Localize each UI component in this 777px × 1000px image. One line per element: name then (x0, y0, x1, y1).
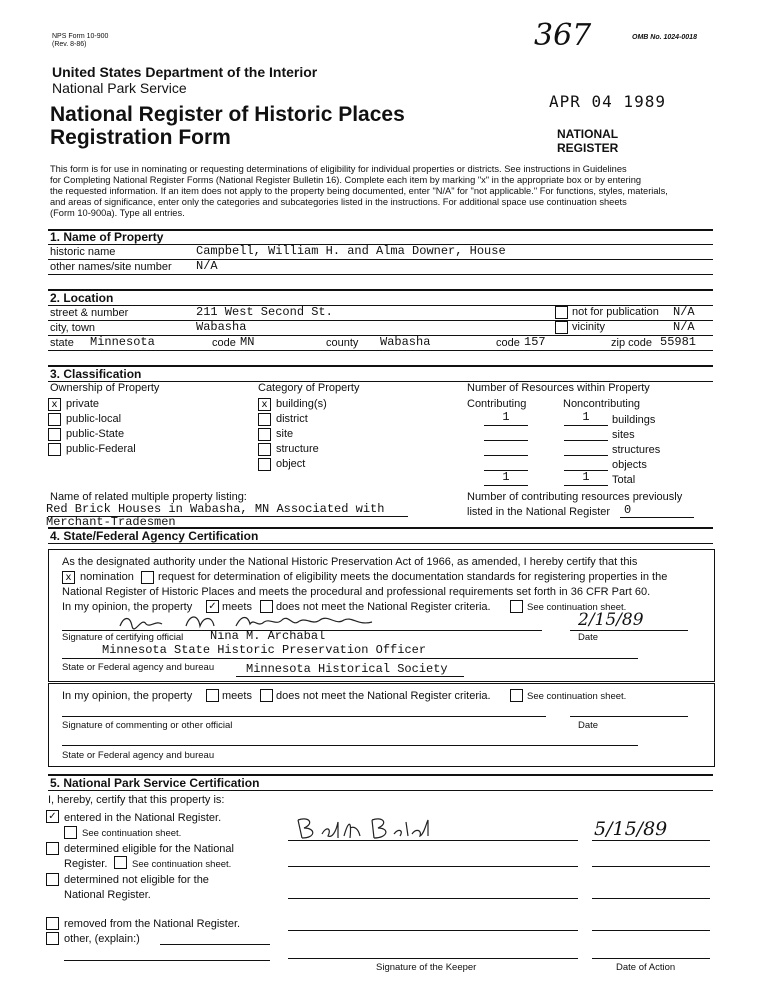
related-listing-value-line1[interactable]: Red Brick Houses in Wabasha, MN Associated with (46, 502, 385, 516)
received-stamp-date: APR 04 1989 (549, 92, 666, 111)
received-stamp-line1: NATIONAL (557, 127, 619, 141)
ownership-public-state-label: public-State (66, 428, 125, 440)
state-code-label: code (212, 337, 236, 349)
meets-label: meets (222, 601, 252, 613)
date-of-action-label: Date of Action (616, 962, 676, 973)
entered-label: entered in the National Register. (64, 812, 222, 824)
keeper-date: 5/15/89 (594, 818, 668, 840)
contributing-total[interactable]: 1 (502, 470, 510, 484)
department-name: United States Department of the Interior (52, 64, 318, 80)
contributing-buildings[interactable]: 1 (502, 410, 510, 424)
zip-label: zip code (611, 337, 652, 349)
zip-value[interactable]: 55981 (660, 335, 697, 349)
date2-label: Date (578, 720, 599, 731)
agency2-label: State or Federal agency and bureau (62, 750, 215, 761)
see-continuation2-checkbox[interactable] (510, 689, 523, 702)
category-district-checkbox[interactable] (258, 413, 271, 426)
street-label: street & number (50, 307, 129, 319)
certification-date: 2/15/89 (578, 610, 644, 630)
form-number: NPS Form 10-900 (52, 33, 109, 40)
row-label-structures: structures (612, 444, 661, 456)
county-code-value[interactable]: 157 (524, 335, 546, 349)
not-for-publication-label: not for publication (572, 306, 659, 318)
county-label: county (326, 337, 359, 349)
nomination-label: nomination (80, 571, 134, 583)
historic-name-label: historic name (50, 246, 116, 258)
form-revision: (Rev. 8-86) (52, 41, 87, 48)
previously-listed-value[interactable]: 0 (624, 503, 632, 517)
not-for-publication-checkbox[interactable] (555, 306, 568, 319)
nps-certify-intro: I, hereby, certify that this property is: (48, 794, 225, 806)
ownership-public-federal-checkbox[interactable] (48, 443, 61, 456)
removed-label: removed from the National Register. (64, 918, 241, 930)
eligible-see-continuation-label: See continuation sheet. (132, 859, 232, 870)
ownership-public-federal-label: public-Federal (66, 443, 136, 455)
vicinity-label: vicinity (572, 321, 606, 333)
other-label: other, (explain:) (64, 933, 140, 945)
official-title: Minnesota State Historic Preservation Officer (102, 643, 427, 657)
category-heading: Category of Property (258, 382, 360, 394)
previously-listed-label-line2: listed in the National Register (467, 506, 611, 518)
row-label-sites: sites (612, 429, 635, 441)
certification-text-line1: As the designated authority under the National Historic Preservation Act of 1966, as amended, I hereby certify that this (62, 556, 638, 568)
related-listing-value-line2[interactable]: Merchant-Tradesmen (46, 515, 176, 527)
street-value[interactable]: 211 West Second St. (196, 305, 333, 319)
request-determination-checkbox[interactable] (141, 571, 154, 584)
state-label: state (50, 337, 74, 349)
section-5-heading: 5. National Park Service Certification (50, 776, 260, 790)
see-continuation-label: See continuation sheet. (527, 602, 627, 613)
county-code-label: code (496, 337, 520, 349)
signature-label: Signature of certifying official (62, 632, 184, 643)
contributing-heading: Contributing (467, 398, 527, 410)
certification-text-line3: National Register of Historic Places and meets the procedural and professional requirements set forth in 36 CFR Part 60. (62, 586, 651, 598)
not-for-publication-value[interactable]: N/A (673, 305, 695, 319)
see-continuation-checkbox[interactable] (510, 600, 523, 613)
section-3-heading: 3. Classification (50, 367, 142, 381)
county-value[interactable]: Wabasha (380, 335, 431, 349)
not-eligible-label-line2: National Register. (64, 889, 151, 901)
city-value[interactable]: Wabasha (196, 320, 247, 334)
row-label-total: Total (612, 474, 636, 486)
certification-text-line2: request for determination of eligibility meets the documentation standards for registering properties in the (158, 571, 668, 583)
nomination-checkbox[interactable]: x (62, 571, 75, 584)
state-code-value[interactable]: MN (240, 335, 255, 349)
does-not-meet2-checkbox[interactable] (260, 689, 273, 702)
instructions-line: and areas of significance, enter only the categories and subcategories listed in the instructions. For additional space use continuation sheets (50, 197, 627, 207)
section-2-heading: 2. Location (50, 291, 114, 305)
opinion2-prefix: In my opinion, the property (62, 690, 193, 702)
section-4-heading: 4. State/Federal Agency Certification (50, 529, 259, 543)
row-label-buildings: buildings (612, 414, 656, 426)
removed-checkbox[interactable] (46, 917, 59, 930)
instructions-line: the requested information. If an item does not apply to the property being documented, enter "N/A" for "not applicable." For functions, styles, materials, (50, 186, 668, 196)
noncontributing-heading: Noncontributing (563, 398, 641, 410)
agency-label: State or Federal agency and bureau (62, 662, 215, 673)
resources-heading: Number of Resources within Property (467, 382, 650, 394)
ownership-public-local-checkbox[interactable] (48, 413, 61, 426)
city-label: city, town (50, 322, 96, 334)
row-label-objects: objects (612, 459, 647, 471)
category-building-label: building(s) (276, 398, 327, 410)
agency-value: Minnesota Historical Society (246, 662, 448, 676)
commenting-signature-label: Signature of commenting or other official (62, 720, 233, 731)
category-district-label: district (276, 413, 308, 425)
other-names-value[interactable]: N/A (196, 259, 218, 273)
category-site-checkbox[interactable] (258, 428, 271, 441)
category-site-label: site (276, 428, 294, 440)
category-structure-label: structure (276, 443, 319, 455)
meets-checkbox[interactable]: ✓ (206, 600, 219, 613)
entered-see-continuation-label: See continuation sheet. (82, 828, 182, 839)
does-not-meet2-label: does not meet the National Register criteria. (276, 690, 491, 702)
category-building-checkbox[interactable]: x (258, 398, 271, 411)
related-listing-label: Name of related multiple property listing: (50, 491, 247, 503)
instructions-line: (Form 10-900a). Type all entries. (50, 208, 185, 218)
omb-number: OMB No. 1024-0018 (632, 34, 697, 41)
official-name: Nina M. Archabal (210, 629, 326, 643)
noncontributing-total[interactable]: 1 (582, 470, 590, 484)
ownership-heading: Ownership of Property (50, 382, 160, 394)
ownership-public-local-label: public-local (66, 413, 122, 425)
meets2-label: meets (222, 690, 252, 702)
date-label: Date (578, 632, 599, 643)
ownership-private-label: private (66, 398, 100, 410)
see-continuation2-label: See continuation sheet. (527, 691, 627, 702)
vicinity-checkbox[interactable] (555, 321, 568, 334)
keeper-signature-label: Signature of the Keeper (376, 962, 477, 973)
historic-name-value[interactable]: Campbell, William H. and Alma Downer, House (196, 244, 506, 258)
other-checkbox[interactable] (46, 932, 59, 945)
instructions-line: for Completing National Register Forms (National Register Bulletin 16). Complete each item by marking "x" in the appropriate box or by entering (50, 175, 642, 185)
not-eligible-checkbox[interactable] (46, 873, 59, 886)
does-not-meet-label: does not meet the National Register criteria. (276, 601, 491, 613)
category-object-checkbox[interactable] (258, 458, 271, 471)
eligible-label-line1: determined eligible for the National (64, 843, 234, 855)
service-name: National Park Service (52, 80, 187, 96)
meets2-checkbox[interactable] (206, 689, 219, 702)
not-eligible-label-line1: determined not eligible for the (64, 874, 209, 886)
opinion-prefix: In my opinion, the property (62, 601, 193, 613)
eligible-checkbox[interactable] (46, 842, 59, 855)
noncontributing-buildings[interactable]: 1 (582, 410, 590, 424)
vicinity-value[interactable]: N/A (673, 320, 695, 334)
other-names-label: other names/site number (50, 261, 172, 273)
section-1-heading: 1. Name of Property (50, 230, 164, 244)
form-title-line1: National Register of Historic Places (50, 103, 405, 126)
eligible-see-continuation-checkbox[interactable] (114, 856, 127, 869)
previously-listed-label-line1: Number of contributing resources previously (467, 491, 683, 503)
handwritten-number: 367 (534, 18, 592, 53)
ownership-private-checkbox[interactable]: x (48, 398, 61, 411)
entered-see-continuation-checkbox[interactable] (64, 826, 77, 839)
entered-checkbox[interactable]: ✓ (46, 810, 59, 823)
ownership-public-state-checkbox[interactable] (48, 428, 61, 441)
category-structure-checkbox[interactable] (258, 443, 271, 456)
form-title-line2: Registration Form (50, 126, 231, 149)
eligible-label-line2: Register. (64, 858, 108, 870)
category-object-label: object (276, 458, 306, 470)
state-value[interactable]: Minnesota (90, 335, 155, 349)
received-stamp-line2: REGISTER (557, 141, 619, 155)
instructions-line: This form is for use in nominating or requesting determinations of eligibility for individual properties or districts. See instructions in Guidelines (50, 164, 627, 174)
